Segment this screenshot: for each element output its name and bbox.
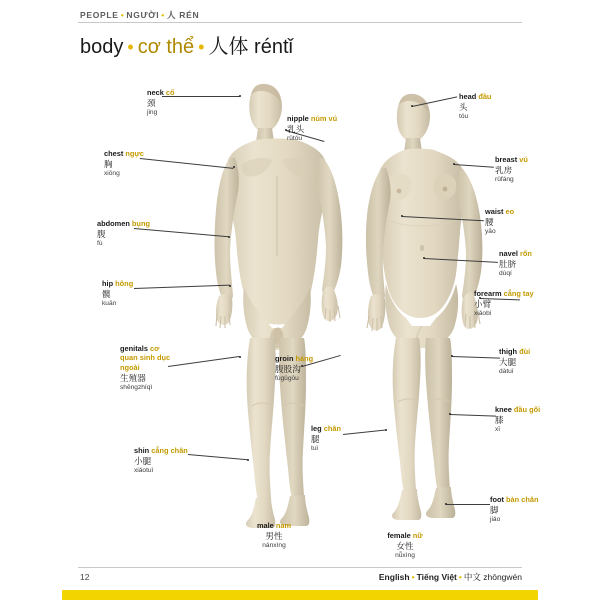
label-foot-cn: 脚 xyxy=(490,505,499,516)
footer-lang-vn: Tiếng Việt xyxy=(416,572,457,582)
label-neck-cn: 颈 xyxy=(147,98,156,109)
label-knee-cn: 膝 xyxy=(495,415,504,426)
label-forearm-py: xiǎobì xyxy=(474,310,492,318)
label-chest-py: xiōng xyxy=(104,170,120,178)
label-breast-cn: 乳房 xyxy=(495,165,513,176)
breadcrumb-separator-1: • xyxy=(120,10,125,20)
label-female xyxy=(362,531,448,561)
label-male-vn: nam xyxy=(275,521,292,530)
label-hip-cn: 髋 xyxy=(102,289,111,300)
label-head-vn: đầu xyxy=(478,92,492,101)
label-shin-vn: cẳng chân xyxy=(151,446,188,455)
label-genitals-py: shēngzhíqì xyxy=(120,384,153,392)
label-waist-en: waist xyxy=(485,207,504,216)
label-nipple-vn: núm vú xyxy=(310,114,338,123)
label-male-en: male xyxy=(256,521,274,530)
label-groin xyxy=(275,354,313,384)
label-leg-en: leg xyxy=(311,424,322,433)
header-divider xyxy=(78,22,522,23)
label-leg-cn: 腿 xyxy=(311,434,320,445)
label-breast xyxy=(495,155,528,185)
label-thigh-vn: đùi xyxy=(519,347,531,356)
label-abdomen-en: abdomen xyxy=(97,219,130,228)
bottom-band-left-cap xyxy=(0,590,62,600)
title-separator-2: • xyxy=(198,37,205,57)
label-female-en: female xyxy=(387,531,411,540)
label-groin-cn: 腹股沟 xyxy=(275,364,301,375)
page-title-vn: cơ thể xyxy=(137,36,195,58)
label-male xyxy=(234,521,314,551)
breadcrumb-separator-2: • xyxy=(161,10,165,20)
label-nipple-cn: 乳头 xyxy=(287,124,305,135)
label-head xyxy=(459,92,491,122)
label-head-cn: 头 xyxy=(459,102,468,113)
label-shin-en: shin xyxy=(134,446,150,455)
label-chest-vn: ngực xyxy=(125,149,144,158)
label-hip-vn: hông xyxy=(115,279,134,288)
label-knee-vn: đầu gối xyxy=(513,405,541,414)
anatomy-illustrations xyxy=(62,66,541,560)
footer-separator-1: • xyxy=(411,572,415,582)
label-head-en: head xyxy=(459,92,477,101)
page-title xyxy=(80,30,293,59)
label-chest xyxy=(104,149,144,179)
label-knee xyxy=(495,405,540,435)
label-female-vn: nữ xyxy=(412,531,423,540)
label-leg-py: tuǐ xyxy=(311,445,318,453)
label-knee-py: xī xyxy=(495,426,501,434)
label-nipple xyxy=(287,114,337,144)
label-abdomen xyxy=(97,219,150,249)
label-hip-py: kuān xyxy=(102,300,117,308)
label-waist-cn: 腰 xyxy=(485,217,494,228)
leader-line-foot xyxy=(446,504,490,505)
label-abdomen-vn: bụng xyxy=(131,219,150,228)
label-abdomen-cn: 腹 xyxy=(97,229,106,240)
label-foot-py: jiǎo xyxy=(490,516,501,524)
label-navel-vn: rốn xyxy=(519,249,532,258)
label-breast-py: rǔfáng xyxy=(495,176,514,184)
label-female-py: nǚxìng xyxy=(395,552,415,560)
label-leg-vn: chân xyxy=(323,424,341,433)
label-groin-py: fùgǔgōu xyxy=(275,375,299,383)
page-title-en: body xyxy=(80,36,124,58)
label-head-py: tóu xyxy=(459,113,469,121)
footer-lang-en: English xyxy=(378,572,410,582)
breadcrumb-vn: NGƯỜI xyxy=(126,10,160,20)
label-waist xyxy=(485,207,514,237)
label-navel-en: navel xyxy=(499,249,518,258)
breadcrumb xyxy=(80,9,199,21)
label-nipple-en: nipple xyxy=(287,114,309,123)
label-neck xyxy=(147,88,175,118)
label-shin xyxy=(134,446,188,476)
label-foot-en: foot xyxy=(490,495,504,504)
label-forearm xyxy=(474,289,534,319)
label-leg xyxy=(311,424,341,454)
page-title-cn: 人体 xyxy=(208,36,249,58)
breadcrumb-cn: 人 RÉN xyxy=(166,10,200,20)
page-number: 12 xyxy=(80,572,90,582)
label-foot-vn: bàn chân xyxy=(506,495,539,504)
label-abdomen-py: fù xyxy=(97,240,103,248)
label-knee-en: knee xyxy=(495,405,512,414)
male-body-illustration xyxy=(202,76,352,536)
label-hip-en: hip xyxy=(102,279,114,288)
label-thigh-py: dàtuǐ xyxy=(499,368,514,376)
label-waist-vn: eo xyxy=(505,207,515,216)
label-foot xyxy=(490,495,538,525)
label-neck-vn: cổ xyxy=(165,88,175,97)
label-breast-en: breast xyxy=(495,155,518,164)
label-female-cn: 女性 xyxy=(396,541,414,552)
label-chest-cn: 胸 xyxy=(104,159,113,170)
label-breast-vn: vú xyxy=(519,155,528,164)
label-thigh-cn: 大腿 xyxy=(499,357,517,368)
label-genitals-en: genitals xyxy=(120,344,148,353)
page-left-margin xyxy=(0,0,62,600)
footer-separator-2: • xyxy=(458,572,462,582)
footer-language-list xyxy=(379,571,522,583)
label-genitals-vn: cơ quan sinh dục ngoài xyxy=(120,344,171,372)
label-chest-en: chest xyxy=(104,149,124,158)
label-hip xyxy=(102,279,133,309)
label-forearm-cn: 小臂 xyxy=(474,299,492,310)
label-thigh-en: thigh xyxy=(499,347,518,356)
label-groin-en: groin xyxy=(275,354,294,363)
label-neck-py: jǐng xyxy=(147,109,158,117)
breadcrumb-en: PEOPLE xyxy=(80,10,119,20)
bottom-band-right-cap xyxy=(538,590,600,600)
label-genitals xyxy=(120,344,178,393)
label-male-py: nánxìng xyxy=(262,542,286,550)
label-navel xyxy=(499,249,532,279)
label-navel-py: dùqí xyxy=(499,270,512,278)
bottom-color-band xyxy=(0,590,600,600)
page-right-margin xyxy=(538,0,600,600)
label-genitals-cn: 生殖器 xyxy=(120,373,146,384)
title-separator-1: • xyxy=(127,37,134,57)
label-nipple-py: rǔtóu xyxy=(287,135,303,143)
footer-divider xyxy=(78,567,522,568)
label-shin-py: xiǎotuǐ xyxy=(134,467,154,475)
label-shin-cn: 小腿 xyxy=(134,456,152,467)
label-neck-en: neck xyxy=(147,88,164,97)
label-forearm-vn: cẳng tay xyxy=(503,289,534,298)
label-waist-py: yāo xyxy=(485,228,496,236)
label-groin-vn: háng xyxy=(295,354,314,363)
label-thigh xyxy=(499,347,530,377)
label-male-cn: 男性 xyxy=(265,531,283,542)
footer-lang-cn: 中文 zhōngwén xyxy=(463,572,522,582)
label-navel-cn: 肚脐 xyxy=(499,259,517,270)
label-forearm-en: forearm xyxy=(474,289,502,298)
page-title-pinyin: réntǐ xyxy=(254,36,293,58)
